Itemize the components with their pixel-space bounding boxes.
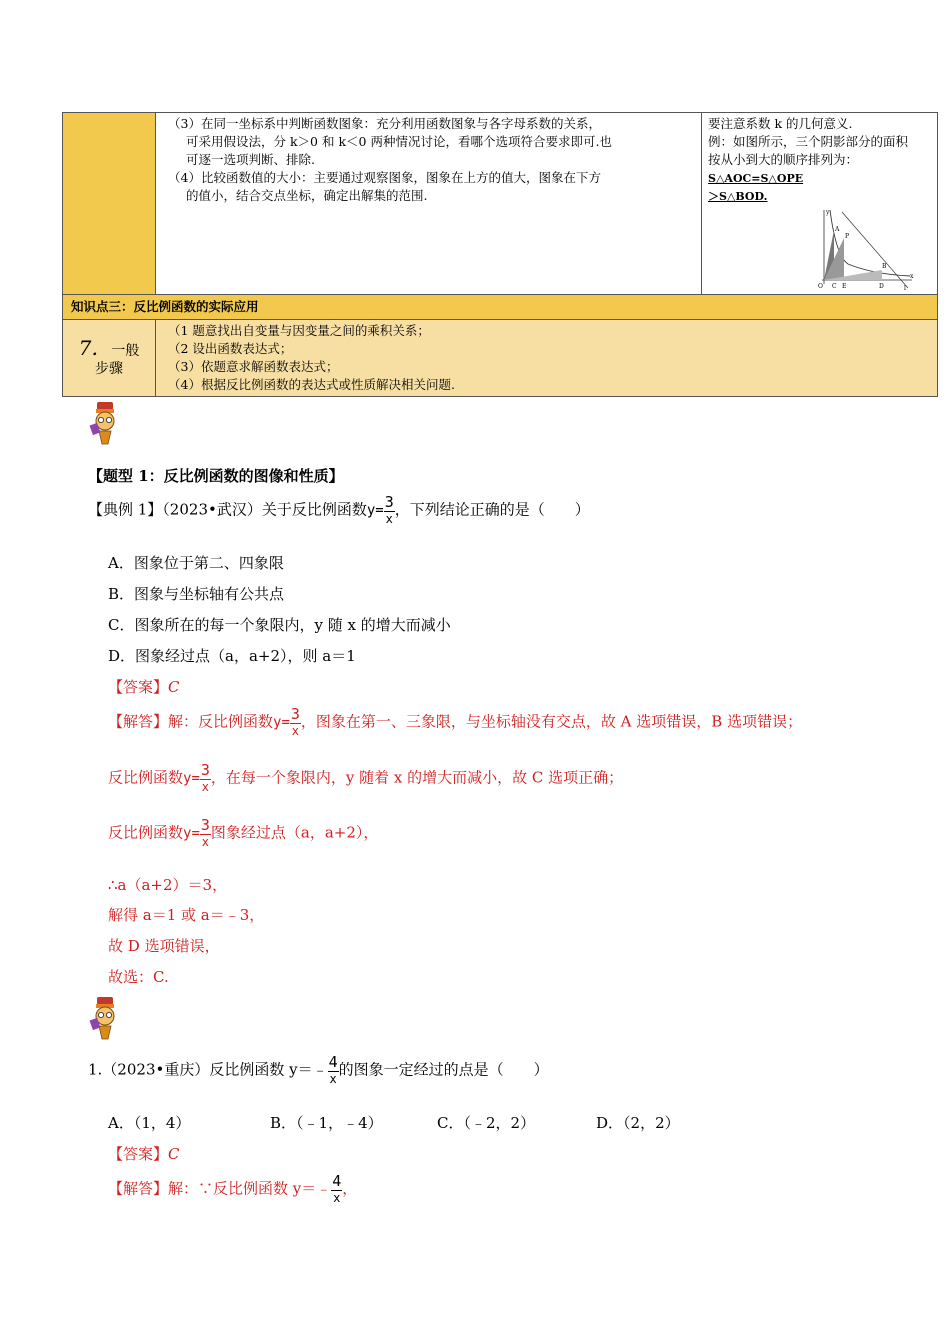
label-l: l [904,285,906,292]
note-line-c-text: 按从小到大的顺序排列为： [708,152,859,167]
label-d: D [879,283,884,290]
row7-label-a: 一般 [111,342,140,359]
step-3: （3）依题意求解函数表达式； [168,359,339,374]
step-2: （2 设出函数表达式； [168,341,293,356]
q1-prefix: 1.（2023•重庆）反比例函数 y＝﹣ [88,1060,328,1079]
example1-fn-den: x [385,512,393,526]
label-c: C [832,283,837,290]
example1-answer-label: 【答案】 [108,678,169,696]
solution-1-fn-den: x [291,724,299,738]
example1-solution-7: 故选：C. [108,968,169,986]
q1-solution [108,1173,357,1206]
example1-solution-5: 解得 a＝1 或 a＝﹣3， [108,906,265,924]
solution-3-post: 图象经过点（a，a+2）， [210,823,379,842]
method-4-line-b: 的值小，结合交点坐标，确定出解集的范围. [186,188,428,203]
solution-3-fn-num: 3 [200,816,210,834]
example1-solution-2 [108,762,623,795]
label-p: P [845,233,850,240]
q1-solution-fn-den: x [333,1191,341,1205]
note-area-relation-2: ＞S△BOD. [708,190,768,203]
example1-solution-3 [108,817,378,850]
example1-solution-1 [108,706,802,739]
knowledge-table [62,112,938,397]
pencil-mascot-icon [88,995,122,1043]
solution-1-pre: 【解答】解：反比例函数 [108,712,274,731]
label-b: B [882,263,887,270]
solution-1-post: ，图象在第一、三象限，与坐标轴没有交点，故 A 选项错误，B 选项错误； [300,712,803,731]
label-a: A [835,226,840,233]
q1-fn-num: 4 [328,1053,338,1071]
q1-solution-pre: 【解答】解：∵反比例函数 y＝﹣ [108,1179,332,1198]
solution-2-post: ，在每一个象限内，y 随着 x 的增大而减小，故 C 选项正确； [210,768,624,787]
solution-3-fn-y: y= [183,825,200,842]
example1-question [88,494,590,527]
q1-option-b: B．（﹣1，﹣4） [270,1114,383,1132]
example1-solution-4: ∴a（a+2）＝3， [108,876,228,894]
solution-2-fraction [200,762,211,795]
example1-option-b: B．图象与坐标轴有公共点 [108,585,285,603]
method-3-line-a: （3）在同一坐标系中判断函数图象：充分利用函数图象与各字母系数的关系， [168,116,601,131]
q1-suffix: 的图象一定经过的点是（ ） [338,1060,549,1079]
label-x: x [910,273,914,280]
solution-1-fraction [290,706,301,739]
example1-fraction [384,494,395,527]
example1-prefix: 【典例 1】（2023•武汉）关于反比例函数 [88,500,367,519]
q1-fraction [328,1054,339,1087]
q1-answer-label: 【答案】 [108,1145,169,1163]
q1-option-d: D．（2，2） [596,1114,680,1132]
step-4: （4）根据反比例函数的表达式或性质解决相关问题. [168,377,455,392]
note-line-c [708,151,931,188]
row7-label-b: 步骤 [95,360,123,377]
label-y: y [826,209,830,216]
method-3-line-c: 可逐一选项判断、排除. [186,152,315,167]
solution-2-fn-den: x [201,780,209,794]
solution-3-pre: 反比例函数 [108,823,184,842]
q1-solution-fn-num: 4 [332,1172,342,1190]
q1-question [88,1054,549,1087]
type1-title: 【题型 1：反比例函数的图像和性质】 [88,467,344,485]
q1-option-c: C．（﹣2，2） [437,1114,536,1132]
solution-3-fn-den: x [201,835,209,849]
method-4-line-a: （4）比较函数值的大小：主要通过观察图象，图象在上方的值大，图象在下方 [168,170,601,185]
example1-solution-6: 故 D 选项错误， [108,937,220,955]
q1-answer [108,1143,180,1164]
step-1: （1 题意找出自变量与因变量之间的乘积关系； [168,323,430,338]
method-3-line-b: 可采用假设法，分 k＞0 和 k＜0 两种情况讨论，看哪个选项符合要求即可.也 [186,134,612,149]
pencil-mascot-icon [88,400,122,448]
example1-answer [108,676,180,697]
row7-label [63,320,156,397]
section-header: 知识点三：反比例函数的实际应用 [63,295,938,320]
note-line-a: 要注意系数 k 的几何意义. [708,116,853,131]
row7-number: 7． [78,335,112,360]
solution-1-fn-num: 3 [290,705,300,723]
row7-steps [156,320,938,397]
note-cell [702,113,938,295]
note-area-relation: S△AOC=S△OPE [708,172,804,185]
example1-option-a: A．图象位于第二、四象限 [108,554,284,572]
example1-option-d: D．图象经过点（a，a+2），则 a＝1 [108,647,356,665]
solution-1-fn-y: y= [273,714,290,731]
hyperbola-figure [812,206,916,292]
solution-3-fraction [200,817,211,850]
solution-2-fn-y: y= [183,770,200,787]
label-o: O [818,283,823,290]
example1-option-c: C．图象所在的每一个象限内，y 随 x 的增大而减小 [108,616,451,634]
example1-suffix: ，下列结论正确的是（ ） [394,500,590,519]
solution-2-fn-num: 3 [200,761,210,779]
q1-option-a: A．（1，4） [108,1114,191,1132]
label-e: E [842,283,847,290]
q1-solution-post: ， [342,1179,358,1198]
example1-fn-num: 3 [384,493,394,511]
example1-fn-y: y= [366,502,384,519]
q1-solution-fraction [331,1173,342,1206]
table-left-cell [63,113,156,295]
q1-fn-den: x [329,1072,337,1086]
example1-answer-value: C [168,678,180,696]
q1-answer-value: C [168,1145,180,1163]
note-line-b: 例：如图所示，三个阴影部分的面积 [708,134,909,149]
methods-cell [156,113,702,295]
solution-2-pre: 反比例函数 [108,768,184,787]
